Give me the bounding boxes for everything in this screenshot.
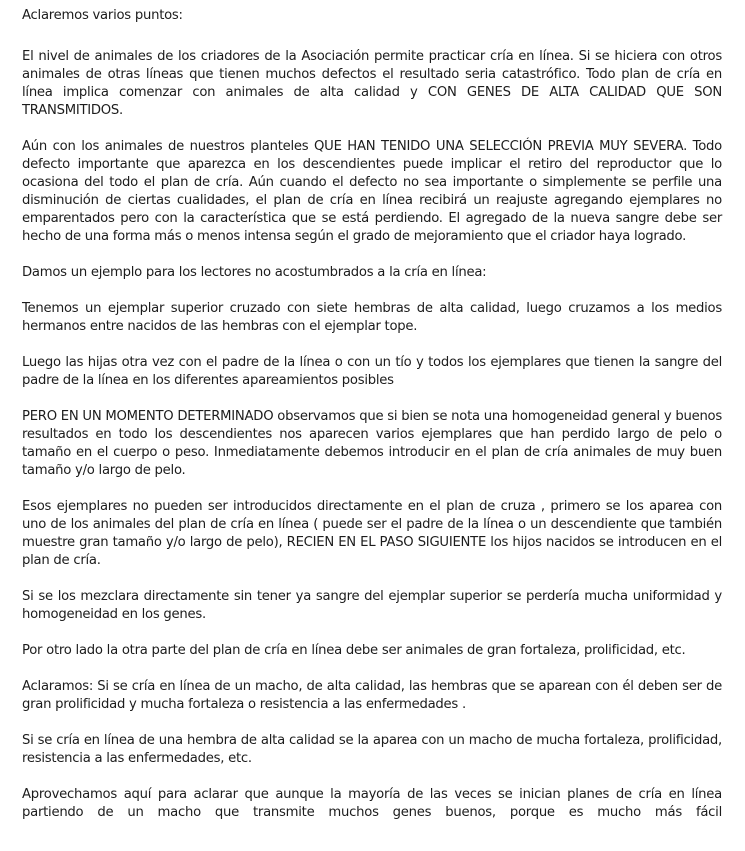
paragraph-ejemplar-superior: Tenemos un ejemplar superior cruzado con siete hembras de alta calidad, luego cruzamos a los medios hermanos entre nacidos de las hembras con el ejemplar tope. [22,301,722,334]
paragraph-hijas-padre: Luego las hijas otra vez con el padre de la línea o con un tío y todos los ejemplares que tienen la sangre del padre de la línea en los diferentes apareamientos posibles [22,355,722,388]
intro-heading: Aclaremos varios puntos: [22,8,183,23]
paragraph-momento-determinado: PERO EN UN MOMENTO DETERMINADO observamos que si bien se nota una homogeneidad general y buenos resultados en todo los descendientes nos aparecen varios ejemplares que han perdido largo de pelo o tamaño en el cuerpo o peso. Inmediatamente debemos introducir en el plan de cría animales de muy buen tamaño y/o largo de pelo. [22,409,722,478]
paragraph-ejemplares-no-introducidos: Esos ejemplares no pueden ser introducidos directamente en el plan de cruza , primero se los aparea con uno de los animales del plan de cría en línea ( puede ser el padre de la línea o un descendiente que también muestre gran tamaño y/o largo de pelo), RECIEN EN EL PASO SIGUIENTE los hijos nacidos se introducen en el plan de cría. [22,499,722,568]
paragraph-aclaramos-macho: Aclaramos: Si se cría en línea de un macho, de alta calidad, las hembras que se aparean con él deben ser de gran prolificidad y mucha fortaleza o resistencia a las enfermedades . [22,679,722,712]
paragraph-aprovechamos: Aprovechamos aquí para aclarar que aunque la mayoría de las veces se inician planes de cría en línea partiendo de un macho que transmite muchos genes buenos, porque es mucho más fácil [22,787,722,820]
paragraph-seleccion-previa: Aún con los animales de nuestros planteles QUE HAN TENIDO UNA SELECCIÓN PREVIA MUY SEVERA. Todo defecto importante que aparezca en los descendientes puede implicar el retiro del reproductor que lo ocasiona del todo el plan de cría. Aún cuando el defecto no sea importante o simplemente se perfile una disminución de ciertas cualidades, el plan de cría en línea recibirá un reajuste agregando ejemplares no emparentados pero con la característica que se está perdiendo. El agregado de la nueva sangre debe ser hecho de una forma más o menos intensa según el grado de mejoramiento que el criador haya logrado. [22,139,722,244]
paragraph-ejemplo-intro: Damos un ejemplo para los lectores no acostumbrados a la cría en línea: [22,265,487,280]
paragraph-mezcla-directa: Si se los mezclara directamente sin tener ya sangre del ejemplar superior se perdería mucha uniformidad y homogeneidad en los genes. [22,589,722,622]
paragraph-otra-parte: Por otro lado la otra parte del plan de cría en línea debe ser animales de gran fortaleza, prolificidad, etc. [22,643,686,658]
paragraph-hembra-alta-calidad: Si se cría en línea de una hembra de alta calidad se la aparea con un macho de mucha fortaleza, prolificidad, resistencia a las enfermedades, etc. [22,733,722,766]
paragraph-nivel-animales: El nivel de animales de los criadores de la Asociación permite practicar cría en línea. Si se hiciera con otros animales de otras líneas que tienen muchos defectos el resultado seria catastrófico. Todo plan de cría en línea implica comenzar con animales de alta calidad y CON GENES DE ALTA CALIDAD QUE SON TRANSMITIDOS. [22,49,722,118]
document-body [22,7,722,840]
